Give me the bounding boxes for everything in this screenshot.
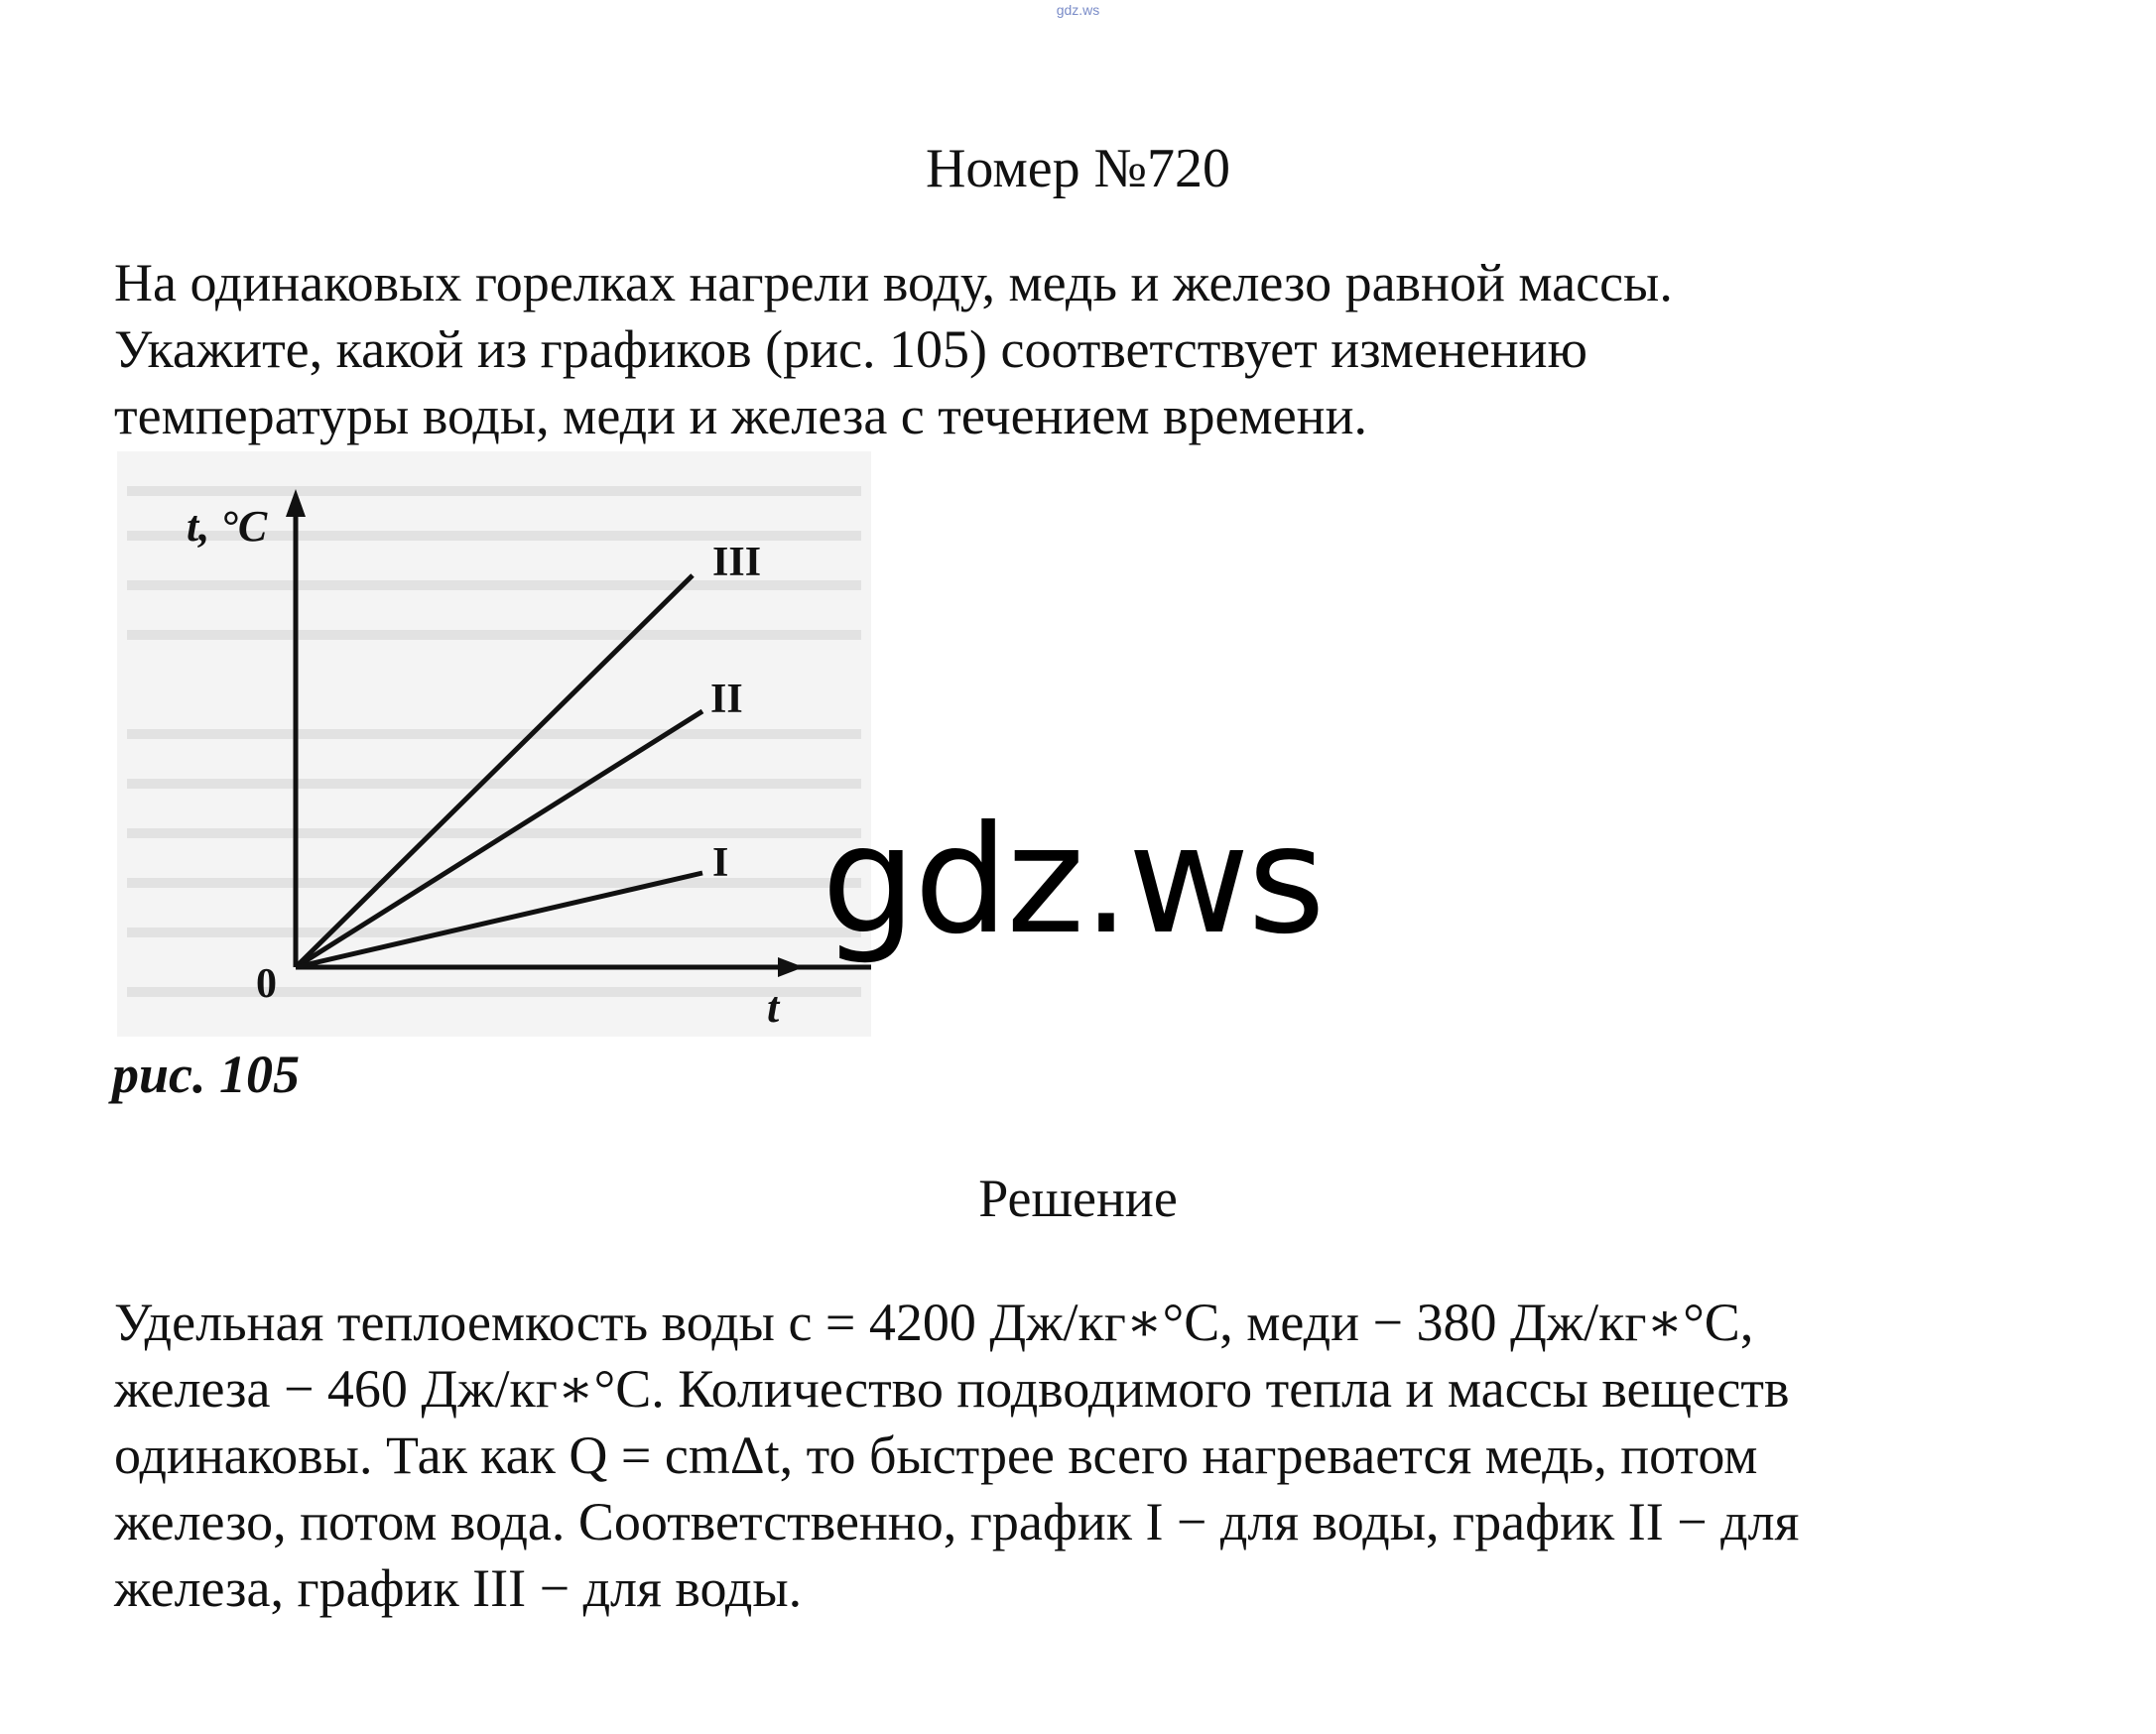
solution-text — [114, 1290, 2089, 1622]
origin-label: 0 — [256, 961, 277, 1007]
y-axis-label: t, °C — [187, 502, 268, 551]
problem-text — [114, 250, 2079, 449]
problem-line: На одинаковых горелках нагрели воду, медь и железо равной массы. — [114, 253, 1673, 312]
solution-line: железо, потом вода. Соответственно, график I − для воды, график II − для — [114, 1492, 1800, 1551]
top-watermark: gdz.ws — [1056, 2, 1100, 18]
figure-caption: рис. 105 — [112, 1045, 300, 1104]
line-label-ii: II — [710, 677, 743, 722]
solution-heading: Решение — [978, 1169, 1178, 1228]
problem-line: температуры воды, меди и железа с течением времени. — [114, 386, 1367, 445]
solution-line: Удельная теплоемкость воды c = 4200 Дж/кг∗°С, меди − 380 Дж/кг∗°С, — [114, 1293, 1754, 1352]
problem-title: Номер №720 — [925, 138, 1231, 199]
site-watermark: gdz.ws — [822, 795, 1324, 967]
x-axis-label: t — [767, 983, 780, 1032]
problem-line: Укажите, какой из графиков (рис. 105) соответствует изменению — [114, 319, 1587, 379]
solution-line: железа − 460 Дж/кг∗°С. Количество подводимого тепла и массы веществ — [114, 1359, 1790, 1419]
line-label-iii: III — [712, 540, 762, 585]
figure-105 — [117, 451, 871, 1037]
solution-line: железа, график III − для воды. — [114, 1558, 803, 1618]
line-label-i: I — [712, 840, 729, 886]
solution-line: одинаковы. Так как Q = cmΔt, то быстрее всего нагревается медь, потом — [114, 1425, 1758, 1485]
temperature-time-graph — [117, 451, 871, 1037]
